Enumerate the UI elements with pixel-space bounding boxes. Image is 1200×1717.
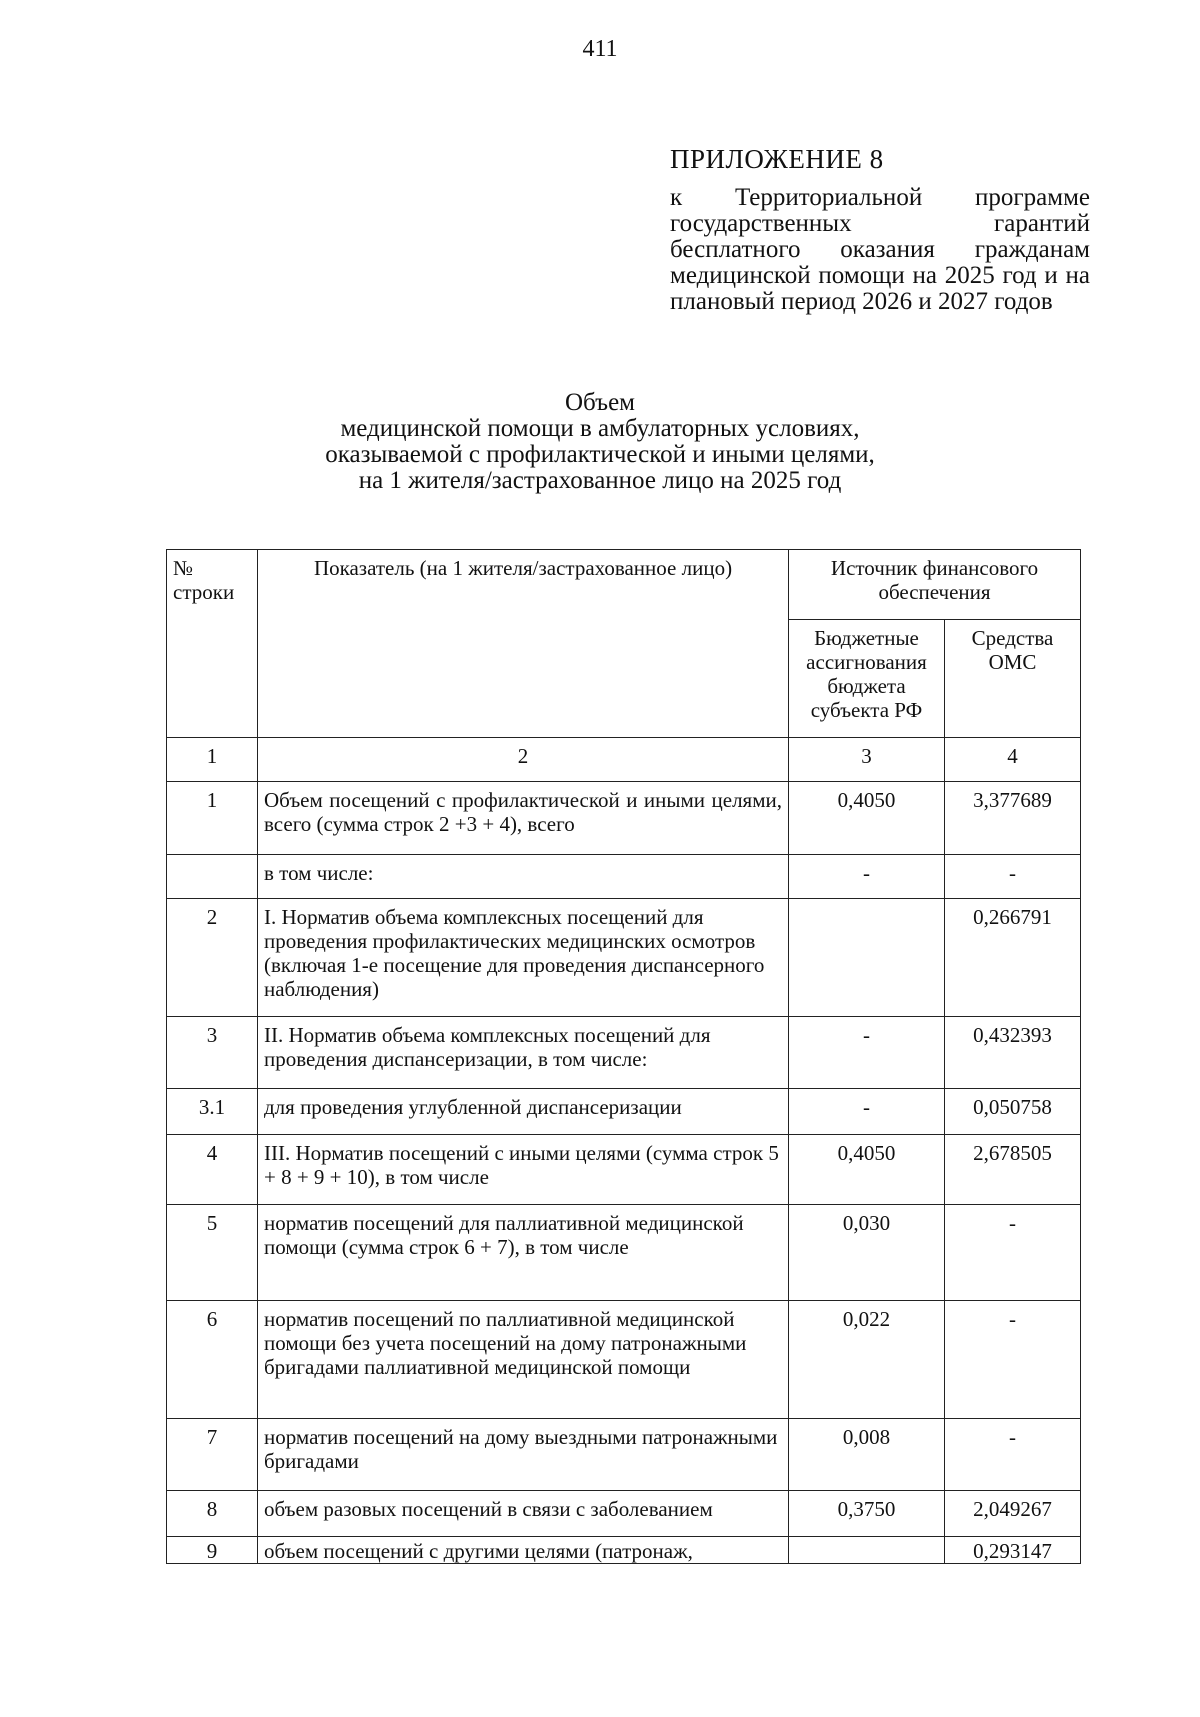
row-indicator: в том числе: [258,855,789,899]
row-indicator: объем разовых посещений в связи с заболеванием [258,1491,789,1537]
row-oms: 0,266791 [945,899,1081,1017]
numbering-cell: 3 [789,738,945,782]
header-row-no: № строки [167,550,258,738]
header-oms: Средства ОМС [945,620,1081,738]
volume-table [166,549,1081,1564]
table-row [167,1419,1081,1491]
table-row [167,1017,1081,1089]
row-budget: 0,4050 [789,782,945,855]
row-budget: - [789,1017,945,1089]
appendix-header [670,144,1090,315]
row-budget [789,899,945,1017]
row-indicator: норматив посещений по паллиативной медицинской помощи без учета посещений на дому патронажными бригадами паллиативной медицинской помощи [258,1301,789,1419]
table-row [167,1089,1081,1135]
row-number: 3.1 [167,1089,258,1135]
row-number: 6 [167,1301,258,1419]
appendix-body: к Территориальной программе государственных гарантий бесплатного оказания гражданам медицинской помощи на 2025 год и на плановый период 2026 и 2027 годов [670,184,1090,315]
row-number: 5 [167,1205,258,1301]
row-oms: 2,049267 [945,1491,1081,1537]
row-indicator: Объем посещений с профилактической и иными целями, всего (сумма строк 2 +3 + 4), всего [258,782,789,855]
row-number: 3 [167,1017,258,1089]
row-indicator: I. Норматив объема комплексных посещений для проведения профилактических медицинских осмотров (включая 1-е посещение для проведения диспансерного наблюдения) [258,899,789,1017]
row-number: 2 [167,899,258,1017]
header-indicator: Показатель (на 1 жителя/застрахованное лицо) [258,550,789,738]
row-oms: 0,432393 [945,1017,1081,1089]
row-oms: - [945,1205,1081,1301]
row-budget: 0,022 [789,1301,945,1419]
table-row [167,1491,1081,1537]
row-budget: 0,008 [789,1419,945,1491]
row-number: 1 [167,782,258,855]
appendix-title: ПРИЛОЖЕНИЕ 8 [670,144,884,174]
page-number: 411 [582,36,618,62]
title-line: Объем [565,389,635,416]
table-row [167,1205,1081,1301]
row-number: 8 [167,1491,258,1537]
row-indicator: II. Норматив объема комплексных посещений для проведения диспансеризации, в том числе: [258,1017,789,1089]
row-budget: 0,4050 [789,1135,945,1205]
table-row [167,899,1081,1017]
table-row [167,1301,1081,1419]
table-row [167,855,1081,899]
row-number: 4 [167,1135,258,1205]
row-oms: - [945,1419,1081,1491]
row-budget [789,1537,945,1564]
numbering-cell: 2 [258,738,789,782]
table-row [167,1135,1081,1205]
row-number: 7 [167,1419,258,1491]
row-oms: 0,050758 [945,1089,1081,1135]
title-line: медицинской помощи в амбулаторных условиях, [340,415,860,442]
row-oms: 0,293147 [945,1537,1081,1564]
header-budget: Бюджетные ассигнования бюджета субъекта РФ [789,620,945,738]
header-source: Источник финансового обеспечения [789,550,1081,620]
numbering-row [167,738,1081,782]
row-budget: - [789,1089,945,1135]
title-line: оказываемой с профилактической и иными целями, [325,441,875,468]
table-row [167,782,1081,855]
row-oms: 3,377689 [945,782,1081,855]
row-budget: - [789,855,945,899]
numbering-cell: 4 [945,738,1081,782]
numbering-cell: 1 [167,738,258,782]
row-indicator: норматив посещений для паллиативной медицинской помощи (сумма строк 6 + 7), в том числе [258,1205,789,1301]
row-indicator: норматив посещений на дому выездными патронажными бригадами [258,1419,789,1491]
row-oms: - [945,1301,1081,1419]
row-budget: 0,030 [789,1205,945,1301]
row-oms: - [945,855,1081,899]
table-row [167,1537,1081,1564]
title-line: на 1 жителя/застрахованное лицо на 2025 год [358,467,842,494]
row-oms: 2,678505 [945,1135,1081,1205]
row-budget: 0,3750 [789,1491,945,1537]
row-number: 9 [167,1537,258,1564]
row-indicator: для проведения углубленной диспансеризации [258,1089,789,1135]
row-number [167,855,258,899]
document-title [0,390,1200,494]
row-indicator: III. Норматив посещений с иными целями (сумма строк 5 + 8 + 9 + 10), в том числе [258,1135,789,1205]
row-indicator: объем посещений с другими целями (патронаж, [258,1537,789,1564]
